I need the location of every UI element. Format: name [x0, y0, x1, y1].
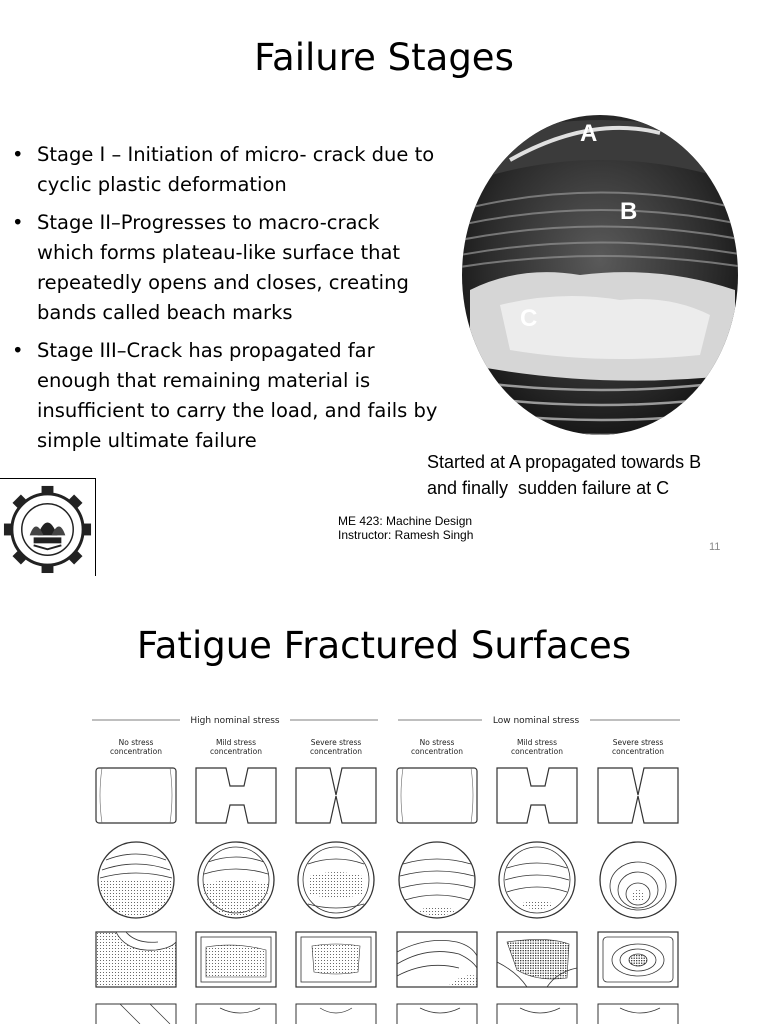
footer-course-info [338, 514, 473, 542]
footer-instructor: Instructor: Ramesh Singh [338, 528, 474, 542]
bullet-stage-2: • Stage II–Progresses to macro-crack which forms plateau-like surface that repeatedly opens and closes, creating bands called beach marks [10, 208, 440, 328]
photo-label-a: A [580, 120, 598, 147]
col-label-3-line1: Severe stress [310, 738, 362, 747]
col-label-2-line1: Mild stress [216, 738, 256, 747]
slide-number: 11 [709, 541, 721, 553]
specimen-bars-row [96, 768, 678, 823]
partial-sections-row [96, 1004, 678, 1024]
col-label-1-line2: concentration [110, 747, 162, 756]
fracture-surfaces-figure [90, 708, 690, 1024]
footer-course: ME 423: Machine Design [338, 514, 473, 528]
rectangular-sections-row [96, 932, 678, 987]
slide-fatigue-fractured-surfaces [0, 590, 768, 1024]
col-label-3-line2: concentration [310, 747, 362, 756]
group-label-low: Low nominal stress [492, 716, 580, 726]
col-label-2-line2: concentration [210, 747, 262, 756]
institute-logo [0, 478, 96, 576]
group-label-high: High nominal stress [190, 716, 280, 726]
bullet-stage-3: • Stage III–Crack has propagated far enough that remaining material is insufficient to carry the load, and fails by simple ultimate failure [10, 336, 440, 456]
bullet-list [10, 140, 440, 464]
slide-title-2: Fatigue Fractured Surfaces [136, 624, 632, 667]
col-label-4-line1: No stress [419, 738, 455, 747]
col-label-6-line1: Severe stress [612, 738, 664, 747]
slide-title: Failure Stages [254, 36, 514, 79]
bullet-stage-1: • Stage I – Initiation of micro- crack due to cyclic plastic deformation [10, 140, 440, 200]
fracture-surface-photo [460, 115, 745, 447]
photo-label-c: C [520, 305, 538, 332]
photo-caption [427, 449, 767, 501]
caption-line-2: and finally sudden failure at C [427, 478, 670, 498]
col-label-1-line1: No stress [118, 738, 154, 747]
col-label-4-line2: concentration [411, 747, 463, 756]
col-label-6-line2: concentration [612, 747, 664, 756]
photo-label-b: B [620, 198, 638, 225]
col-label-5-line1: Mild stress [517, 738, 557, 747]
col-label-5-line2: concentration [511, 747, 563, 756]
caption-line-1: Started at A propagated towards B [427, 452, 702, 472]
circular-sections-row [98, 842, 676, 918]
